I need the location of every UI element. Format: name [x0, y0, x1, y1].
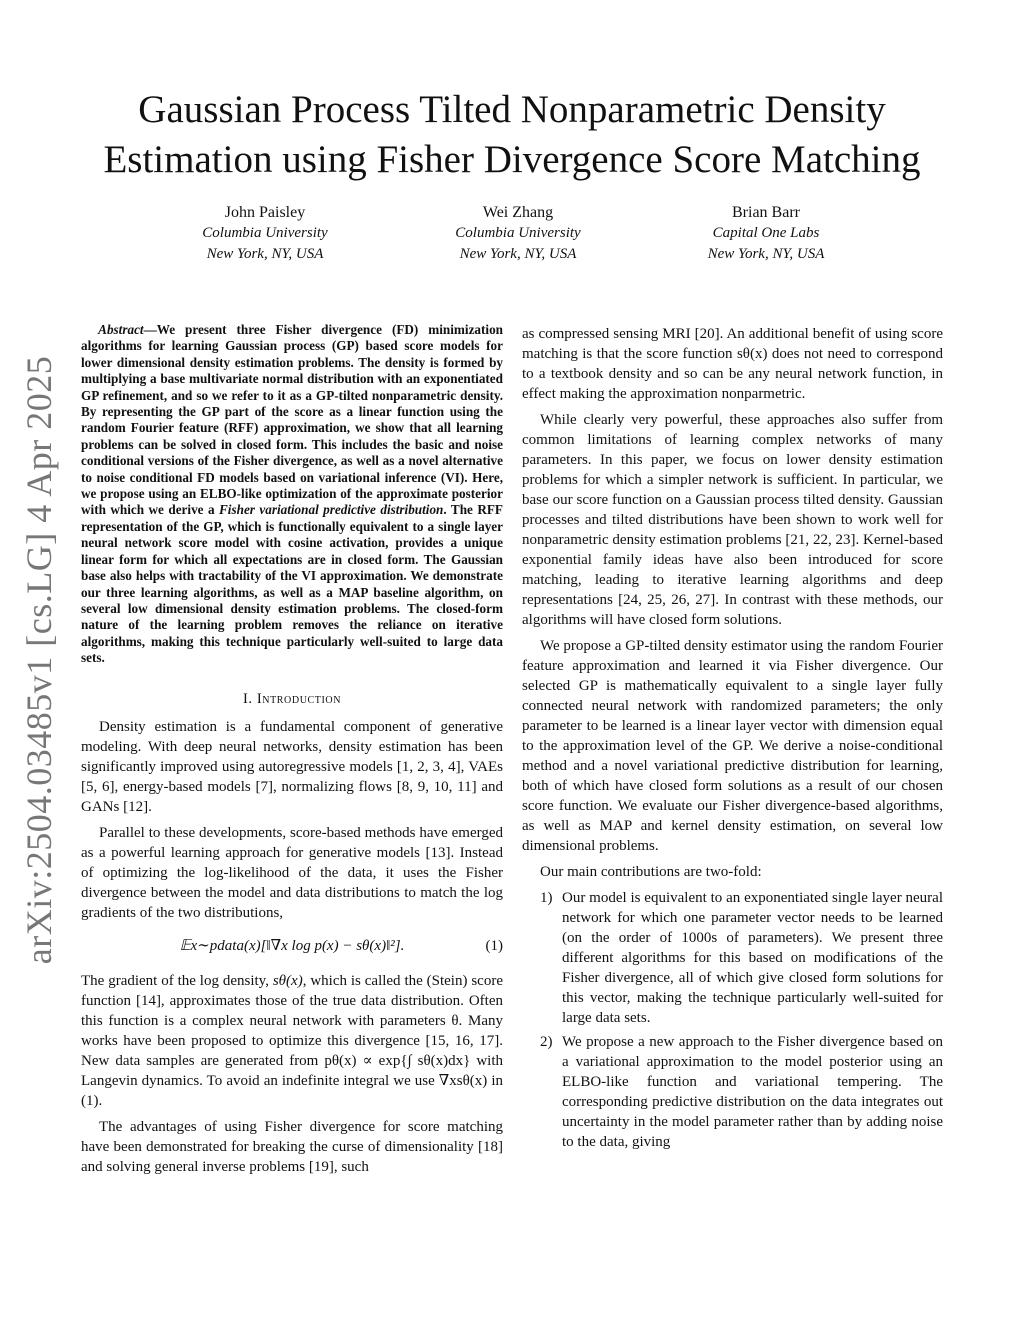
left-column	[81, 322, 503, 1183]
list-item-text: We propose a new approach to the Fisher divergence based on a variational approximation to the model posterior using an ELBO-like function and variational tempering. The corresponding predictive distribution on the data integrates out uncertainty in the model parameter rather than by adding noise to the data, giving	[562, 1034, 943, 1150]
abstract-text-2: . The RFF representation of the GP, which is functionally equivalent to a single layer neural network score model with cosine activation, provides a unique linear form for which all expectations are in closed form. The Gaussian base also helps with tractability of the VI approximation. We demonstrate our three learning algorithms, as well as a MAP baseline algorithm, on several low dimensional density estimation problems. The closed-form nature of the learning problem removes the reliance on iterative algorithms, making this technique particularly well-suited to large data sets.	[81, 502, 503, 666]
arxiv-id-text: arXiv:2504.03485v1 [cs.LG] 4 Apr 2025	[19, 355, 60, 965]
list-item	[522, 1032, 943, 1152]
abstract-text-1: —We present three Fisher divergence (FD) minimization algorithms for learning Gaussian process (GP) based score models for lower dimensional density estimation problems. The density is formed by multiplying a base multivariate normal distribution with an exponentiated GP refinement, and so we refer to it as a GP-tilted nonparametric density. By representing the GP part of the score as a linear function using the random Fourier feature (RFF) approximation, we show that all learning problems can be solved in closed form. This includes the basic and noise conditional versions of the Fisher divergence, as well as a novel alternative to noise conditional FD models based on variational inference (VI). Here, we propose using an ELBO-like optimization of the approximate posterior with which we derive a	[81, 322, 503, 518]
intro-paragraph-3	[81, 971, 503, 1111]
author-location: New York, NY, USA	[206, 246, 324, 262]
right-column	[522, 324, 943, 1156]
author-location: New York, NY, USA	[459, 246, 577, 262]
list-item-number: 2)	[540, 1034, 553, 1050]
equation-1	[81, 935, 503, 957]
author-block-3	[641, 202, 891, 265]
abstract	[81, 322, 503, 667]
list-item	[522, 888, 943, 1028]
section-heading-introduction: I. Introduction	[242, 690, 342, 707]
contributions-list	[522, 888, 943, 1152]
author-location: New York, NY, USA	[707, 246, 825, 262]
right-paragraph-2: While clearly very powerful, these approaches also suffer from common limitations of learning complex networks of many parameters. In this paper, we focus on lower density estimation problems for which a simpler network is sufficient. In particular, we base our score function on a Gaussian process tilted density. Gaussian processes and tilted distributions have been shown to work well for nonparametric density estimation problems [21, 22, 23]. Kernel-based exponential family ideas have also been introduced for score matching, leading to iterative learning algorithms and deep representations [24, 25, 26, 27]. In contrast with these methods, our algorithms will have closed form solutions.	[522, 412, 943, 628]
abstract-italic-term: Fisher variational predictive distribution	[219, 502, 444, 518]
text-run: The gradient of the log density,	[81, 972, 273, 989]
arxiv-watermark	[16, 355, 62, 965]
author-name: Brian Barr	[732, 204, 800, 221]
list-item-number: 1)	[540, 890, 553, 906]
equation-number: (1)	[485, 937, 503, 954]
author-block-1	[140, 202, 390, 265]
intro-paragraph-2: Parallel to these developments, score-based methods have emerged as a powerful learning approach for generative models [13]. Instead of optimizing the log-likelihood of the data, it uses the Fisher divergence between the model and data distributions to match the log gradients of the two distributions,	[81, 824, 503, 921]
math-symbol: sθ(x)	[272, 972, 303, 989]
author-affiliation: Columbia University	[455, 225, 581, 241]
abstract-label: Abstract	[98, 322, 144, 337]
right-paragraph-4: Our main contributions are two-fold:	[540, 864, 762, 880]
intro-paragraph-1: Density estimation is a fundamental component of generative modeling. With deep neural networks, density estimation has been significantly improved using autoregressive models [1, 2, 3, 4], VAEs [5, 6], energy-based models [7], normalizing flows [8, 9, 10, 11] and GANs [12].	[81, 718, 503, 815]
author-affiliation: Capital One Labs	[712, 225, 820, 241]
list-item-text: Our model is equivalent to an exponentiated single layer neural network for which one parameter vector needs to be learned (on the order of 1000s of parameters). We present three different algorithms for this based on modifications of the Fisher divergence, all of which give closed form solutions for this vector, making the technique particularly well-suited for large data sets.	[562, 890, 943, 1026]
right-paragraph-1: as compressed sensing MRI [20]. An additional benefit of using score matching is that the score function sθ(x) does not need to correspond to a textbook density and so can be any neural network function, in effect making the approximation nonparmetric.	[522, 326, 943, 402]
equation-body: 𝔼x∼pdata(x)[‖∇x log p(x) − sθ(x)‖²].	[179, 937, 405, 954]
paper-title: Gaussian Process Tilted Nonparametric Density Estimation using Fisher Divergence Score Matching	[103, 88, 921, 181]
right-paragraph-3: We propose a GP-tilted density estimator using the random Fourier feature approximation and learned it via Fisher divergence. Our selected GP is mathematically equivalent to a single layer fully connected neural network with randomized parameters; the only parameter to be learned is a linear layer vector with dimension equal to the approximation level of the GP. We derive a noise-conditional method and a novel variational predictive distribution for learning, both of which have closed form solutions as a result of our chosen score function. We evaluate our Fisher divergence-based algorithms, as well as MAP and kernel density estimation, on several low dimensional problems.	[522, 638, 943, 854]
author-name: Wei Zhang	[482, 204, 554, 221]
author-block-2	[393, 202, 643, 265]
author-affiliation: Columbia University	[202, 225, 328, 241]
author-name: John Paisley	[224, 204, 306, 221]
intro-paragraph-4: The advantages of using Fisher divergence for score matching have been demonstrated for breaking the curse of dimensionality [18] and solving general inverse problems [19], such	[81, 1118, 503, 1175]
text-run: , which is called the (Stein) score function [14], approximates those of the true data distribution. Often this function is a complex neural network with parameters θ. Many works have been proposed to optimize this divergence [15, 16, 17]. New data samples are generated from pθ(x) ∝ exp{∫ sθ(x)dx} with Langevin dynamics. To avoid an indefinite integral we use ∇xsθ(x) in (1).	[81, 972, 503, 1109]
